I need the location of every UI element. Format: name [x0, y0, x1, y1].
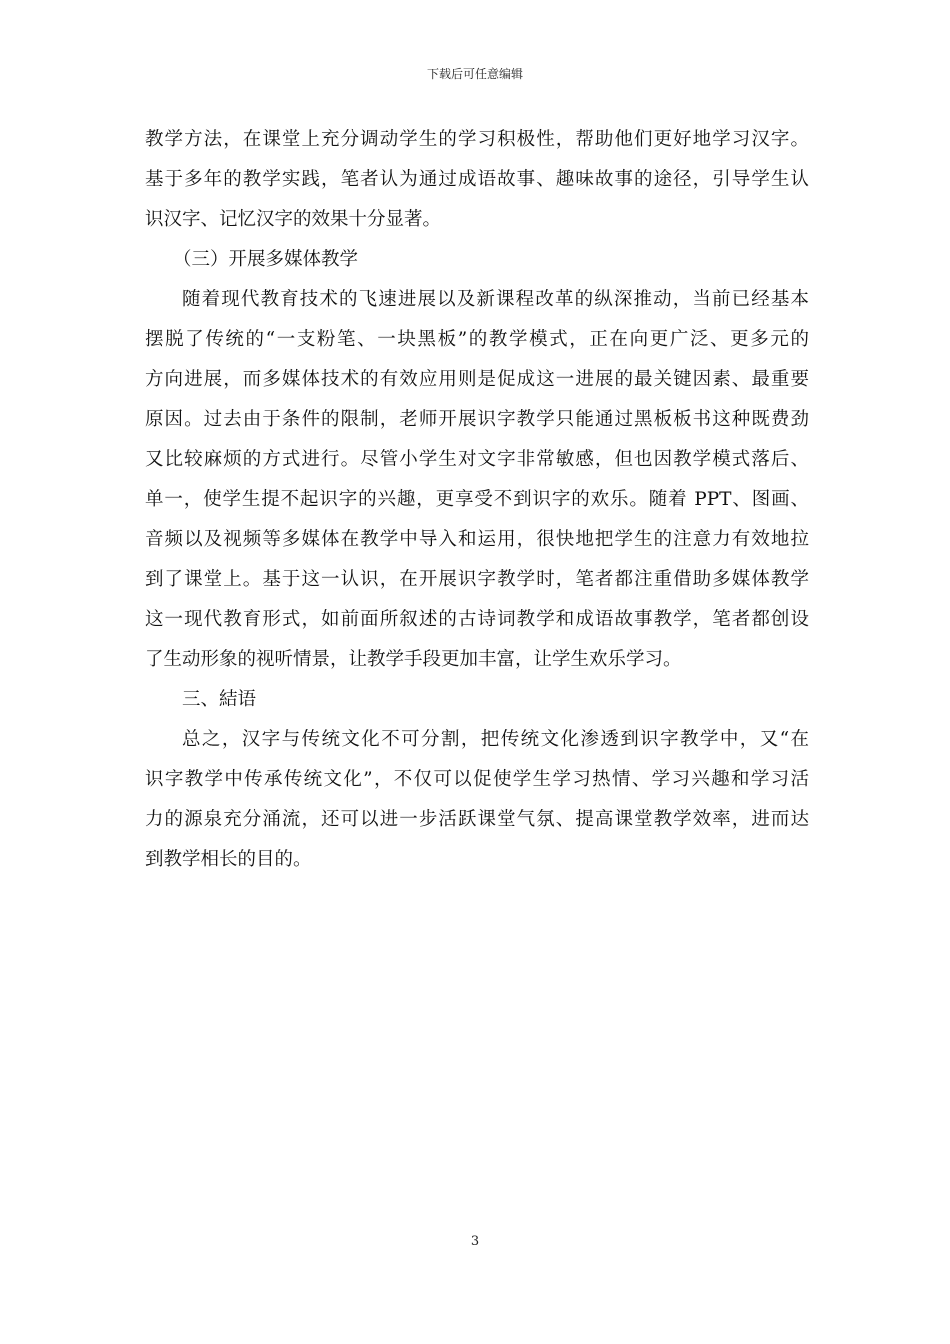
section-heading-conclusion: 三、結语	[182, 689, 257, 710]
section-heading-multimedia: （三）开展多媒体教学	[173, 249, 359, 270]
text-line: 摆脱了传统的“一支粉笔、一块黑板”的教学模式，正在向更广泛、更多元的	[145, 329, 809, 350]
page-number: 3	[470, 1234, 480, 1249]
text-line: 单一，使学生提不起识字的兴趣，更享受不到识字的欢乐。随着 PPT、图画、	[145, 489, 809, 510]
text-line: 基于多年的教学实践，笔者认为通过成语故事、趣味故事的途径，引导学生认	[145, 169, 809, 190]
document-body	[145, 120, 809, 880]
text-line: 了生动形象的视听情景，让教学手段更加丰富，让学生欢乐学习。	[145, 649, 682, 670]
text-line: 教学方法，在课堂上充分调动学生的学习积极性，帮助他们更好地学习汉字。	[145, 129, 809, 150]
text-line: 随着现代教育技术的飞速进展以及新课程改革的纵深推动，当前已经基本	[182, 289, 809, 310]
text-line: 方向进展，而多媒体技术的有效应用则是促成这一进展的最关键因素、最重要	[145, 369, 809, 390]
text-line: 这一现代教育形式，如前面所叙述的古诗词教学和成语故事教学，笔者都创设	[145, 609, 809, 630]
text-line: 原因。过去由于条件的限制，老师开展识字教学只能通过黑板板书这种既费劲	[145, 409, 809, 430]
text-line: 识字教学中传承传统文化”，不仅可以促使学生学习热情、学习兴趣和学习活	[145, 769, 809, 790]
text-line: 音频以及视频等多媒体在教学中导入和运用，很快地把学生的注意力有效地拉	[145, 529, 809, 550]
text-line: 力的源泉充分涌流，还可以进一步活跃课堂气氛、提高课堂教学效率，进而达	[145, 809, 809, 830]
text-line: 到了课堂上。基于这一认识，在开展识字教学时，笔者都注重借助多媒体教学	[145, 569, 809, 590]
text-line: 总之，汉字与传统文化不可分割，把传统文化渗透到识字教学中，又“在	[182, 729, 809, 750]
text-line: 到教学相长的目的。	[145, 849, 312, 870]
page-header	[0, 66, 950, 82]
text-line: 识汉字、记忆汉字的效果十分显著。	[145, 209, 442, 230]
header-text: 下载后可任意编辑	[426, 67, 523, 81]
text-line: 又比较麻烦的方式进行。尽管小学生对文字非常敏感，但也因教学模式落后、	[145, 449, 809, 470]
